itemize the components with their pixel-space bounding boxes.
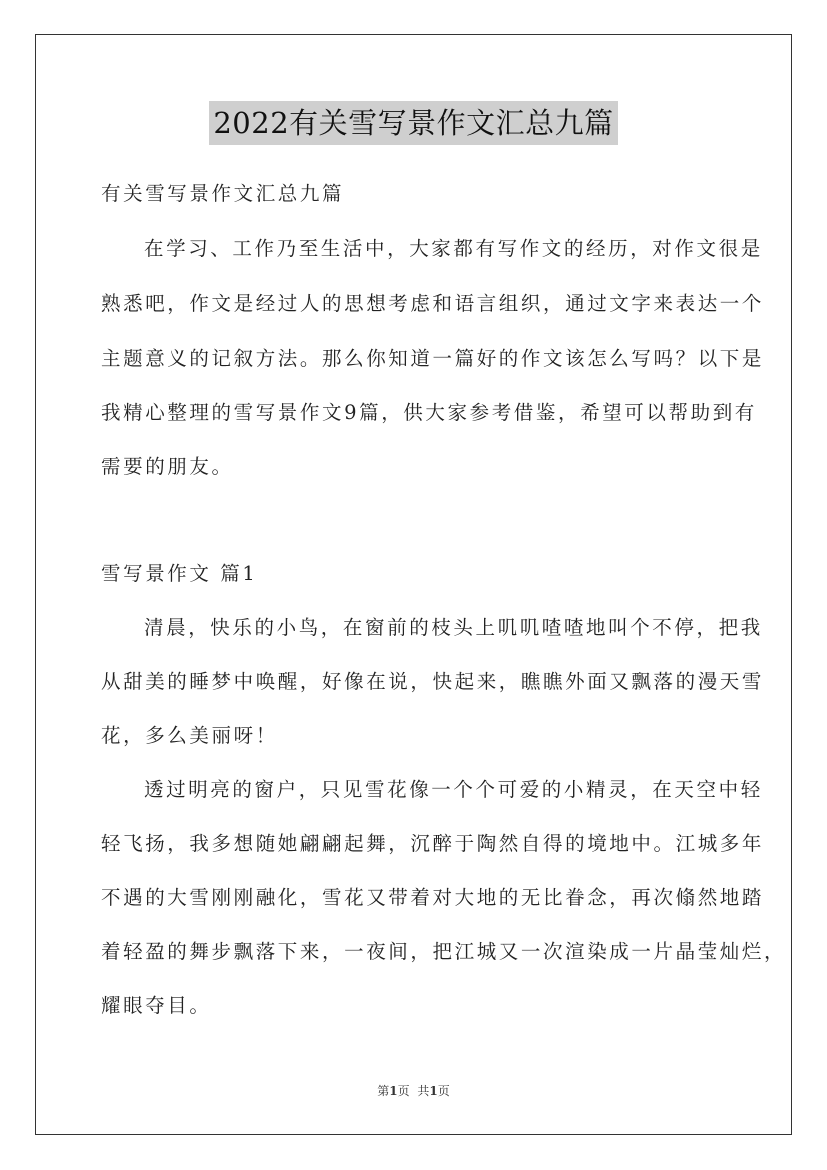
paragraph-line: 不遇的大雪刚刚融化，雪花又带着对大地的无比眷念，再次翛然地踏 xyxy=(101,886,765,909)
intro-line: 主题意义的记叙方法。那么你知道一篇好的作文该怎么写吗？以下是 xyxy=(101,347,765,370)
page-number: 1 xyxy=(389,1084,398,1098)
document-subtitle: 有关雪写景作文汇总九篇 xyxy=(101,182,345,205)
page-footer xyxy=(0,1083,827,1099)
document-title: 2022有关雪写景作文汇总九篇 xyxy=(209,101,617,145)
page-total: 1 xyxy=(429,1084,438,1098)
footer-page-unit: 页 xyxy=(397,1084,410,1098)
intro-line: 需要的朋友。 xyxy=(101,455,234,478)
footer-total-prefix: 共 xyxy=(417,1084,430,1098)
paragraph-line: 从甜美的睡梦中唤醒，好像在说，快起来，瞧瞧外面又飘落的漫天雪 xyxy=(101,670,765,693)
paragraph-line: 轻飞扬，我多想随她翩翩起舞，沉醉于陶然自得的境地中。江城多年 xyxy=(101,832,765,855)
paragraph-line: 耀眼夺目。 xyxy=(101,994,212,1017)
paragraph-line: 着轻盈的舞步飘落下来，一夜间，把江城又一次渲染成一片晶莹灿烂， xyxy=(101,940,787,963)
section-heading: 雪写景作文 篇1 xyxy=(101,562,258,585)
paragraph-line: 清晨，快乐的小鸟，在窗前的枝头上叽叽喳喳地叫个不停，把我 xyxy=(144,616,763,639)
footer-prefix: 第 xyxy=(377,1084,390,1098)
intro-line: 我精心整理的雪写景作文9篇，供大家参考借鉴，希望可以帮助到有 xyxy=(101,401,757,424)
paragraph-line: 花，多么美丽呀！ xyxy=(101,724,278,747)
intro-line: 熟悉吧，作文是经过人的思想考虑和语言组织，通过文字来表达一个 xyxy=(101,292,765,315)
footer-total-unit: 页 xyxy=(437,1084,450,1098)
intro-line: 在学习、工作乃至生活中，大家都有写作文的经历，对作文很是 xyxy=(144,237,763,260)
paragraph-line: 透过明亮的窗户，只见雪花像一个个可爱的小精灵，在天空中轻 xyxy=(144,778,763,801)
title-container xyxy=(0,101,827,145)
